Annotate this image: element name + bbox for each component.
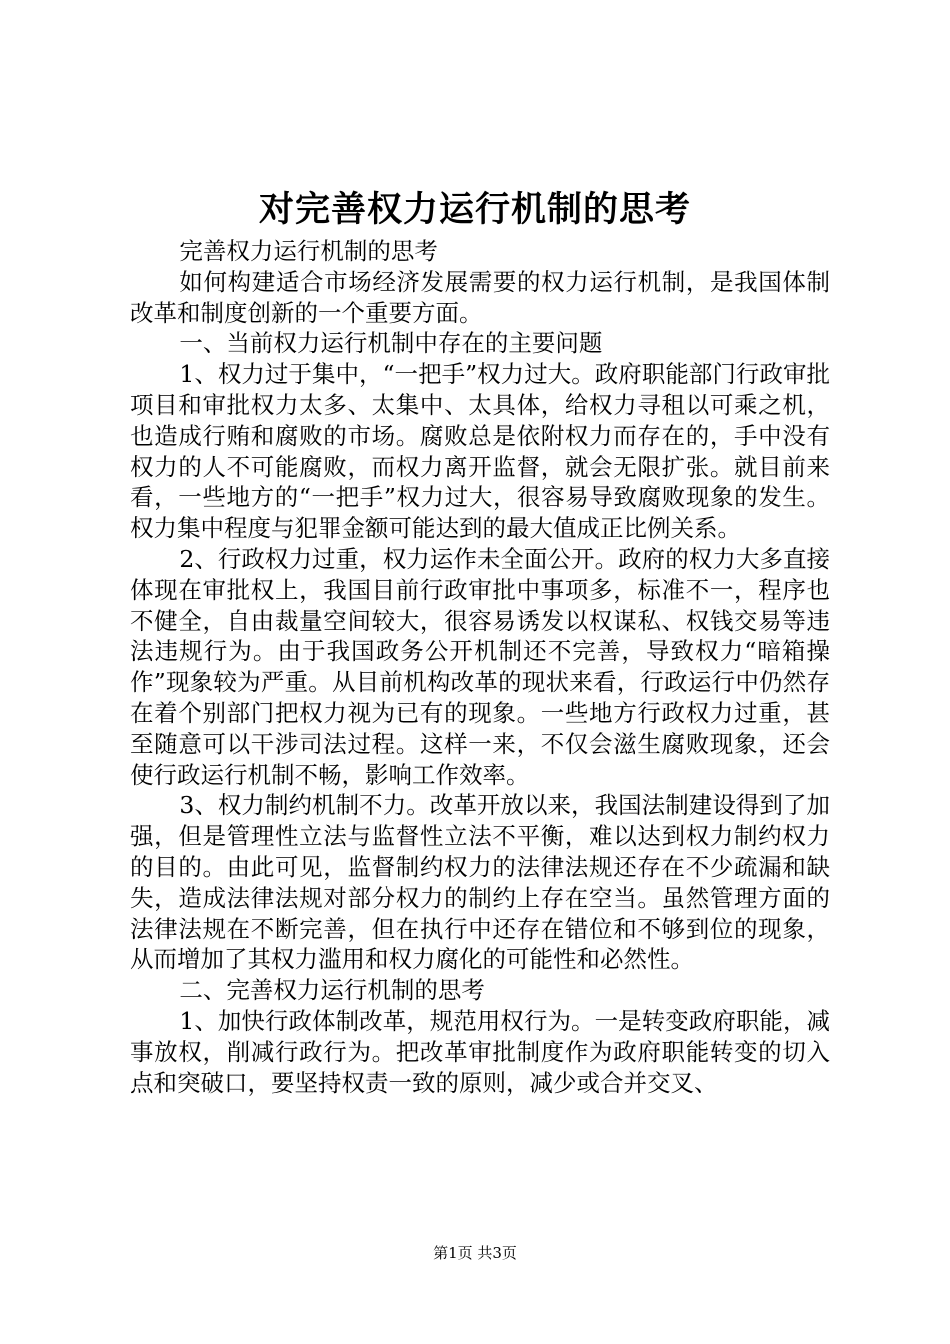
paragraph-problem-3: 3、权力制约机制不力。改革开放以来，我国法制建设得到了加强，但是管理性立法与监督性立法不平衡，难以达到权力制约权力的目的。由此可见，监督制约权力的法律法规还存在不少疏漏和缺失，造成法律法规对部分权力的制约上存在空当。虽然管理方面的法律法规在不断完善，但在执行中还存在错位和不够到位的现象，从而增加了其权力滥用和权力腐化的可能性和必然性。 (130, 791, 830, 974)
page-footer: 第1页 共3页 (433, 1244, 517, 1262)
section-heading-2: 二、完善权力运行机制的思考 (179, 976, 485, 1005)
paragraph-problem-2: 2、行政权力过重，权力运作未全面公开。政府的权力大多直接体现在审批权上，我国目前行政审批中事项多，标准不一，程序也不健全，自由裁量空间较大，很容易诱发以权谋私、权钱交易等违法违规行为。由于我国政务公开机制还不完善，导致权力“暗箱操作”现象较为严重。从目前机构改革的现状来看，行政运行中仍然存在着个别部门把权力视为已有的现象。一些地方行政权力过重，甚至随意可以干涉司法过程。这样一来，不仅会滋生腐败现象，还会使行政运行机制不畅，影响工作效率。 (130, 544, 830, 789)
paragraph-subtitle: 完善权力运行机制的思考 (179, 237, 438, 265)
document-body (130, 236, 830, 1098)
paragraph-problem-1: 1、权力过于集中，“一把手”权力过大。政府职能部门行政审批项目和审批权力太多、太集中、太具体，给权力寻租以可乘之机，也造成行贿和腐败的市场。腐败总是依附权力而存在的，手中没有权力的人不可能腐败，而权力离开监督，就会无限扩张。就目前来看，一些地方的“一把手”权力过大，很容易导致腐败现象的发生。权力集中程度与犯罪金额可能达到的最大值成正比例关系。 (130, 360, 830, 543)
paragraph-intro: 如何构建适合市场经济发展需要的权力运行机制，是我国体制改革和制度创新的一个重要方面。 (130, 267, 830, 327)
document-title: 对完善权力运行机制的思考 (258, 189, 691, 230)
section-heading-1: 一、当前权力运行机制中存在的主要问题 (179, 329, 603, 358)
paragraph-measure-1: 1、加快行政体制改革，规范用权行为。一是转变政府职能，减事放权，削减行政行为。把改革审批制度作为政府职能转变的切入点和突破口，要坚持权责一致的原则，减少或合并交叉、 (130, 1006, 830, 1097)
